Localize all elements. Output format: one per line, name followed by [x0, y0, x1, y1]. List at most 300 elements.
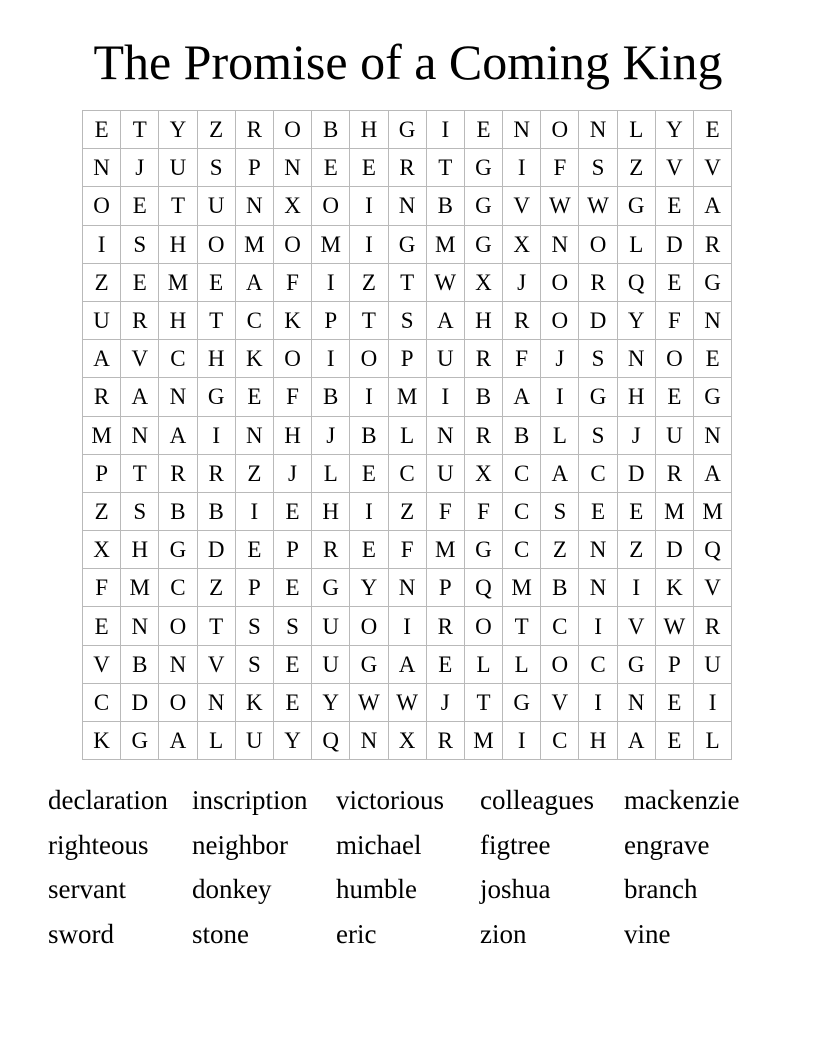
- grid-row: [83, 378, 732, 416]
- grid-cell[interactable]: C: [83, 683, 121, 721]
- grid-cell[interactable]: I: [503, 149, 541, 187]
- grid-cell[interactable]: U: [83, 301, 121, 339]
- grid-cell[interactable]: M: [235, 225, 273, 263]
- grid-cell[interactable]: C: [579, 645, 617, 683]
- grid-cell[interactable]: Z: [197, 569, 235, 607]
- grid-cell[interactable]: U: [159, 149, 197, 187]
- grid-cell[interactable]: O: [541, 301, 579, 339]
- grid-cell[interactable]: E: [655, 378, 693, 416]
- grid-cell[interactable]: S: [541, 492, 579, 530]
- grid-cell[interactable]: R: [312, 531, 350, 569]
- grid-cell[interactable]: N: [159, 378, 197, 416]
- grid-cell[interactable]: G: [121, 722, 159, 760]
- grid-cell[interactable]: B: [121, 645, 159, 683]
- grid-cell[interactable]: B: [197, 492, 235, 530]
- grid-cell[interactable]: I: [350, 225, 388, 263]
- grid-cell[interactable]: N: [388, 569, 426, 607]
- grid-cell[interactable]: D: [617, 454, 655, 492]
- grid-cell[interactable]: M: [388, 378, 426, 416]
- grid-cell[interactable]: L: [388, 416, 426, 454]
- grid-cell[interactable]: R: [426, 607, 464, 645]
- grid-cell[interactable]: E: [579, 492, 617, 530]
- grid-cell[interactable]: E: [464, 111, 502, 149]
- grid-cell[interactable]: N: [694, 416, 732, 454]
- grid-cell[interactable]: B: [503, 416, 541, 454]
- grid-cell[interactable]: H: [273, 416, 311, 454]
- grid-cell[interactable]: E: [273, 569, 311, 607]
- grid-cell[interactable]: M: [464, 722, 502, 760]
- grid-cell[interactable]: R: [655, 454, 693, 492]
- grid-cell[interactable]: E: [273, 492, 311, 530]
- grid-cell[interactable]: P: [655, 645, 693, 683]
- grid-cell[interactable]: S: [273, 607, 311, 645]
- grid-cell[interactable]: C: [388, 454, 426, 492]
- grid-cell[interactable]: Z: [197, 111, 235, 149]
- grid-cell[interactable]: E: [197, 263, 235, 301]
- grid-cell[interactable]: S: [579, 149, 617, 187]
- grid-cell[interactable]: H: [579, 722, 617, 760]
- grid-cell[interactable]: E: [655, 263, 693, 301]
- grid-cell[interactable]: P: [235, 149, 273, 187]
- grid-cell[interactable]: O: [579, 225, 617, 263]
- grid-cell[interactable]: T: [121, 454, 159, 492]
- grid-cell[interactable]: G: [350, 645, 388, 683]
- grid-cell[interactable]: N: [235, 187, 273, 225]
- grid-cell[interactable]: S: [579, 340, 617, 378]
- grid-cell[interactable]: I: [350, 378, 388, 416]
- grid-cell[interactable]: P: [273, 531, 311, 569]
- grid-cell[interactable]: T: [121, 111, 159, 149]
- grid-cell[interactable]: D: [579, 301, 617, 339]
- grid-cell[interactable]: O: [83, 187, 121, 225]
- grid-cell[interactable]: O: [197, 225, 235, 263]
- grid-cell[interactable]: E: [655, 722, 693, 760]
- grid-cell[interactable]: R: [464, 416, 502, 454]
- grid-cell[interactable]: I: [503, 722, 541, 760]
- grid-cell[interactable]: H: [464, 301, 502, 339]
- grid-cell[interactable]: N: [579, 531, 617, 569]
- grid-cell[interactable]: R: [121, 301, 159, 339]
- grid-cell[interactable]: P: [426, 569, 464, 607]
- grid-cell[interactable]: N: [694, 301, 732, 339]
- grid-cell[interactable]: K: [235, 683, 273, 721]
- grid-cell[interactable]: B: [312, 378, 350, 416]
- grid-cell[interactable]: U: [655, 416, 693, 454]
- grid-cell[interactable]: O: [541, 111, 579, 149]
- grid-cell[interactable]: M: [426, 531, 464, 569]
- grid-cell[interactable]: F: [655, 301, 693, 339]
- grid-cell[interactable]: C: [503, 531, 541, 569]
- grid-cell[interactable]: N: [617, 340, 655, 378]
- grid-cell[interactable]: N: [83, 149, 121, 187]
- grid-cell[interactable]: I: [83, 225, 121, 263]
- grid-cell[interactable]: I: [694, 683, 732, 721]
- grid-cell[interactable]: H: [159, 225, 197, 263]
- grid-cell[interactable]: N: [579, 111, 617, 149]
- grid-cell[interactable]: O: [464, 607, 502, 645]
- grid-cell[interactable]: F: [388, 531, 426, 569]
- grid-cell[interactable]: B: [426, 187, 464, 225]
- grid-cell[interactable]: C: [579, 454, 617, 492]
- grid-cell[interactable]: Z: [83, 263, 121, 301]
- grid-cell[interactable]: E: [273, 645, 311, 683]
- grid-cell[interactable]: C: [541, 607, 579, 645]
- grid-cell[interactable]: R: [464, 340, 502, 378]
- grid-cell[interactable]: L: [464, 645, 502, 683]
- grid-cell[interactable]: L: [617, 225, 655, 263]
- grid-cell[interactable]: Z: [388, 492, 426, 530]
- grid-cell[interactable]: O: [541, 263, 579, 301]
- grid-cell[interactable]: T: [503, 607, 541, 645]
- grid-cell[interactable]: O: [350, 340, 388, 378]
- grid-cell[interactable]: I: [350, 187, 388, 225]
- grid-cell[interactable]: A: [159, 416, 197, 454]
- grid-cell[interactable]: S: [579, 416, 617, 454]
- grid-cell[interactable]: S: [121, 492, 159, 530]
- grid-row: [83, 225, 732, 263]
- grid-cell[interactable]: T: [426, 149, 464, 187]
- grid-cell[interactable]: I: [312, 340, 350, 378]
- grid-cell[interactable]: E: [312, 149, 350, 187]
- grid-cell[interactable]: M: [83, 416, 121, 454]
- grid-cell[interactable]: C: [159, 569, 197, 607]
- grid-cell[interactable]: D: [655, 531, 693, 569]
- grid-cell[interactable]: I: [579, 607, 617, 645]
- grid-cell[interactable]: N: [121, 607, 159, 645]
- grid-row: [83, 683, 732, 721]
- grid-cell[interactable]: G: [579, 378, 617, 416]
- grid-cell[interactable]: I: [617, 569, 655, 607]
- grid-cell[interactable]: M: [694, 492, 732, 530]
- grid-cell[interactable]: J: [541, 340, 579, 378]
- grid-cell[interactable]: E: [350, 149, 388, 187]
- grid-cell[interactable]: U: [426, 454, 464, 492]
- grid-cell[interactable]: H: [197, 340, 235, 378]
- grid-cell[interactable]: F: [541, 149, 579, 187]
- grid-cell[interactable]: E: [617, 492, 655, 530]
- grid-cell[interactable]: E: [655, 683, 693, 721]
- grid-cell[interactable]: E: [235, 378, 273, 416]
- grid-cell[interactable]: H: [121, 531, 159, 569]
- grid-cell[interactable]: G: [694, 263, 732, 301]
- grid-cell[interactable]: L: [312, 454, 350, 492]
- word-list-item: righteous: [48, 829, 149, 860]
- grid-cell[interactable]: O: [273, 225, 311, 263]
- grid-cell[interactable]: U: [312, 645, 350, 683]
- grid-cell[interactable]: G: [464, 149, 502, 187]
- grid-cell[interactable]: U: [235, 722, 273, 760]
- grid-cell[interactable]: W: [426, 263, 464, 301]
- grid-cell[interactable]: C: [541, 722, 579, 760]
- grid-cell[interactable]: C: [503, 454, 541, 492]
- grid-cell[interactable]: Z: [235, 454, 273, 492]
- grid-cell[interactable]: T: [350, 301, 388, 339]
- grid-cell[interactable]: A: [121, 378, 159, 416]
- grid-cell[interactable]: S: [197, 149, 235, 187]
- grid-cell[interactable]: U: [312, 607, 350, 645]
- grid-cell[interactable]: V: [655, 149, 693, 187]
- grid-cell[interactable]: B: [541, 569, 579, 607]
- grid-cell[interactable]: V: [83, 645, 121, 683]
- grid-cell[interactable]: I: [426, 378, 464, 416]
- grid-cell[interactable]: F: [426, 492, 464, 530]
- grid-cell[interactable]: W: [388, 683, 426, 721]
- grid-cell[interactable]: V: [197, 645, 235, 683]
- grid-cell[interactable]: R: [579, 263, 617, 301]
- grid-cell[interactable]: T: [159, 187, 197, 225]
- grid-cell[interactable]: G: [503, 683, 541, 721]
- grid-cell[interactable]: K: [655, 569, 693, 607]
- grid-cell[interactable]: Y: [655, 111, 693, 149]
- grid-cell[interactable]: J: [503, 263, 541, 301]
- grid-cell[interactable]: R: [235, 111, 273, 149]
- grid-cell[interactable]: B: [350, 416, 388, 454]
- grid-cell[interactable]: I: [388, 607, 426, 645]
- grid-cell[interactable]: A: [388, 645, 426, 683]
- grid-cell[interactable]: N: [350, 722, 388, 760]
- word-list-item: declaration: [48, 785, 168, 815]
- grid-cell[interactable]: Q: [464, 569, 502, 607]
- grid-cell[interactable]: G: [197, 378, 235, 416]
- grid-cell[interactable]: E: [83, 111, 121, 149]
- grid-cell[interactable]: A: [235, 263, 273, 301]
- grid-cell[interactable]: X: [503, 225, 541, 263]
- grid-cell[interactable]: E: [350, 454, 388, 492]
- grid-cell[interactable]: R: [694, 607, 732, 645]
- grid-cell[interactable]: O: [350, 607, 388, 645]
- grid-cell[interactable]: O: [273, 111, 311, 149]
- grid-cell[interactable]: Y: [312, 683, 350, 721]
- grid-cell[interactable]: A: [159, 722, 197, 760]
- grid-row: [83, 301, 732, 339]
- grid-row: [83, 645, 732, 683]
- grid-cell[interactable]: U: [197, 187, 235, 225]
- grid-cell[interactable]: E: [350, 531, 388, 569]
- grid-cell[interactable]: E: [121, 263, 159, 301]
- grid-cell[interactable]: G: [159, 531, 197, 569]
- grid-cell[interactable]: I: [426, 111, 464, 149]
- grid-cell[interactable]: C: [503, 492, 541, 530]
- grid-cell[interactable]: F: [464, 492, 502, 530]
- grid-cell[interactable]: E: [426, 645, 464, 683]
- grid-cell[interactable]: Z: [350, 263, 388, 301]
- grid-cell[interactable]: X: [83, 531, 121, 569]
- grid-cell[interactable]: Y: [350, 569, 388, 607]
- grid-cell[interactable]: S: [235, 607, 273, 645]
- grid-cell[interactable]: G: [464, 225, 502, 263]
- grid-cell[interactable]: M: [312, 225, 350, 263]
- grid-cell[interactable]: N: [579, 569, 617, 607]
- grid-cell[interactable]: U: [694, 645, 732, 683]
- grid-cell[interactable]: M: [655, 492, 693, 530]
- grid-cell[interactable]: G: [617, 645, 655, 683]
- grid-cell[interactable]: R: [197, 454, 235, 492]
- grid-cell[interactable]: W: [579, 187, 617, 225]
- grid-cell[interactable]: Q: [617, 263, 655, 301]
- grid-row: [83, 416, 732, 454]
- grid-cell[interactable]: P: [312, 301, 350, 339]
- grid-cell[interactable]: H: [312, 492, 350, 530]
- grid-cell[interactable]: O: [273, 340, 311, 378]
- grid-cell[interactable]: J: [426, 683, 464, 721]
- grid-cell[interactable]: S: [388, 301, 426, 339]
- grid-cell[interactable]: P: [388, 340, 426, 378]
- grid-cell[interactable]: C: [235, 301, 273, 339]
- grid-cell[interactable]: R: [503, 301, 541, 339]
- grid-cell[interactable]: H: [617, 378, 655, 416]
- grid-cell[interactable]: R: [426, 722, 464, 760]
- grid-cell[interactable]: M: [503, 569, 541, 607]
- grid-cell[interactable]: E: [235, 531, 273, 569]
- grid-cell[interactable]: L: [694, 722, 732, 760]
- grid-cell[interactable]: B: [312, 111, 350, 149]
- grid-cell[interactable]: F: [273, 378, 311, 416]
- grid-cell[interactable]: J: [312, 416, 350, 454]
- grid-cell[interactable]: Q: [312, 722, 350, 760]
- grid-cell[interactable]: O: [159, 683, 197, 721]
- grid-cell[interactable]: L: [503, 645, 541, 683]
- grid-cell[interactable]: B: [464, 378, 502, 416]
- grid-cell[interactable]: H: [159, 301, 197, 339]
- grid-cell[interactable]: L: [197, 722, 235, 760]
- grid-cell[interactable]: G: [388, 225, 426, 263]
- grid-cell[interactable]: U: [426, 340, 464, 378]
- grid-cell[interactable]: A: [617, 722, 655, 760]
- grid-cell[interactable]: N: [503, 111, 541, 149]
- grid-cell[interactable]: D: [197, 531, 235, 569]
- grid-row: [83, 531, 732, 569]
- grid-cell[interactable]: N: [235, 416, 273, 454]
- grid-cell[interactable]: T: [388, 263, 426, 301]
- grid-cell[interactable]: T: [197, 301, 235, 339]
- grid-cell[interactable]: R: [388, 149, 426, 187]
- grid-cell[interactable]: A: [426, 301, 464, 339]
- grid-cell[interactable]: X: [464, 454, 502, 492]
- grid-cell[interactable]: V: [503, 187, 541, 225]
- grid-cell[interactable]: A: [541, 454, 579, 492]
- grid-cell[interactable]: O: [312, 187, 350, 225]
- grid-cell[interactable]: S: [121, 225, 159, 263]
- grid-cell[interactable]: G: [464, 531, 502, 569]
- grid-cell[interactable]: G: [617, 187, 655, 225]
- grid-cell[interactable]: K: [83, 722, 121, 760]
- grid-cell[interactable]: E: [121, 187, 159, 225]
- grid-cell[interactable]: N: [426, 416, 464, 454]
- grid-cell[interactable]: V: [694, 569, 732, 607]
- grid-cell[interactable]: P: [83, 454, 121, 492]
- grid-cell[interactable]: D: [121, 683, 159, 721]
- grid-cell[interactable]: A: [694, 454, 732, 492]
- grid-cell[interactable]: W: [541, 187, 579, 225]
- grid-cell[interactable]: Z: [541, 531, 579, 569]
- grid-cell[interactable]: A: [83, 340, 121, 378]
- grid-cell[interactable]: X: [464, 263, 502, 301]
- grid-cell[interactable]: G: [464, 187, 502, 225]
- grid-cell[interactable]: N: [388, 187, 426, 225]
- grid-cell[interactable]: I: [541, 378, 579, 416]
- grid-cell[interactable]: F: [83, 569, 121, 607]
- grid-cell[interactable]: K: [235, 340, 273, 378]
- grid-cell[interactable]: V: [121, 340, 159, 378]
- grid-cell[interactable]: J: [121, 149, 159, 187]
- grid-cell[interactable]: E: [273, 683, 311, 721]
- grid-cell[interactable]: A: [694, 187, 732, 225]
- grid-cell[interactable]: L: [617, 111, 655, 149]
- grid-cell[interactable]: R: [83, 378, 121, 416]
- grid-cell[interactable]: K: [273, 301, 311, 339]
- grid-cell[interactable]: E: [83, 607, 121, 645]
- grid-cell[interactable]: J: [617, 416, 655, 454]
- grid-cell[interactable]: X: [388, 722, 426, 760]
- grid-cell[interactable]: G: [388, 111, 426, 149]
- grid-cell[interactable]: B: [159, 492, 197, 530]
- grid-cell[interactable]: J: [273, 454, 311, 492]
- grid-cell[interactable]: N: [273, 149, 311, 187]
- grid-cell[interactable]: E: [655, 187, 693, 225]
- grid-cell[interactable]: R: [694, 225, 732, 263]
- grid-cell[interactable]: X: [273, 187, 311, 225]
- grid-cell[interactable]: P: [235, 569, 273, 607]
- grid-cell[interactable]: E: [694, 111, 732, 149]
- grid-cell[interactable]: N: [159, 645, 197, 683]
- grid-cell[interactable]: V: [617, 607, 655, 645]
- grid-cell[interactable]: Y: [273, 722, 311, 760]
- grid-cell[interactable]: T: [197, 607, 235, 645]
- grid-cell[interactable]: I: [579, 683, 617, 721]
- grid-cell[interactable]: S: [235, 645, 273, 683]
- grid-cell[interactable]: I: [312, 263, 350, 301]
- grid-cell[interactable]: O: [159, 607, 197, 645]
- grid-cell[interactable]: N: [197, 683, 235, 721]
- grid-cell[interactable]: M: [121, 569, 159, 607]
- grid-cell[interactable]: Y: [159, 111, 197, 149]
- grid-cell[interactable]: W: [350, 683, 388, 721]
- grid-cell[interactable]: Q: [694, 531, 732, 569]
- grid-cell[interactable]: A: [503, 378, 541, 416]
- grid-cell[interactable]: M: [426, 225, 464, 263]
- grid-cell[interactable]: Z: [83, 492, 121, 530]
- grid-cell[interactable]: N: [541, 225, 579, 263]
- grid-cell[interactable]: O: [541, 645, 579, 683]
- grid-cell[interactable]: I: [197, 416, 235, 454]
- grid-cell[interactable]: G: [312, 569, 350, 607]
- grid-cell[interactable]: R: [159, 454, 197, 492]
- grid-cell[interactable]: V: [541, 683, 579, 721]
- grid-cell[interactable]: N: [617, 683, 655, 721]
- grid-cell[interactable]: M: [159, 263, 197, 301]
- grid-cell[interactable]: O: [655, 340, 693, 378]
- grid-cell[interactable]: E: [694, 340, 732, 378]
- grid-cell[interactable]: T: [464, 683, 502, 721]
- grid-cell[interactable]: F: [273, 263, 311, 301]
- grid-cell[interactable]: H: [350, 111, 388, 149]
- grid-cell[interactable]: I: [350, 492, 388, 530]
- grid-cell[interactable]: F: [503, 340, 541, 378]
- grid-cell[interactable]: Z: [617, 149, 655, 187]
- grid-cell[interactable]: C: [159, 340, 197, 378]
- grid-cell[interactable]: V: [694, 149, 732, 187]
- grid-row: [83, 492, 732, 530]
- grid-cell[interactable]: D: [655, 225, 693, 263]
- grid-cell[interactable]: G: [694, 378, 732, 416]
- grid-cell[interactable]: N: [121, 416, 159, 454]
- grid-cell[interactable]: Z: [617, 531, 655, 569]
- grid-cell[interactable]: L: [541, 416, 579, 454]
- grid-cell[interactable]: I: [235, 492, 273, 530]
- grid-cell[interactable]: Y: [617, 301, 655, 339]
- grid-row: [83, 149, 732, 187]
- grid-cell[interactable]: W: [655, 607, 693, 645]
